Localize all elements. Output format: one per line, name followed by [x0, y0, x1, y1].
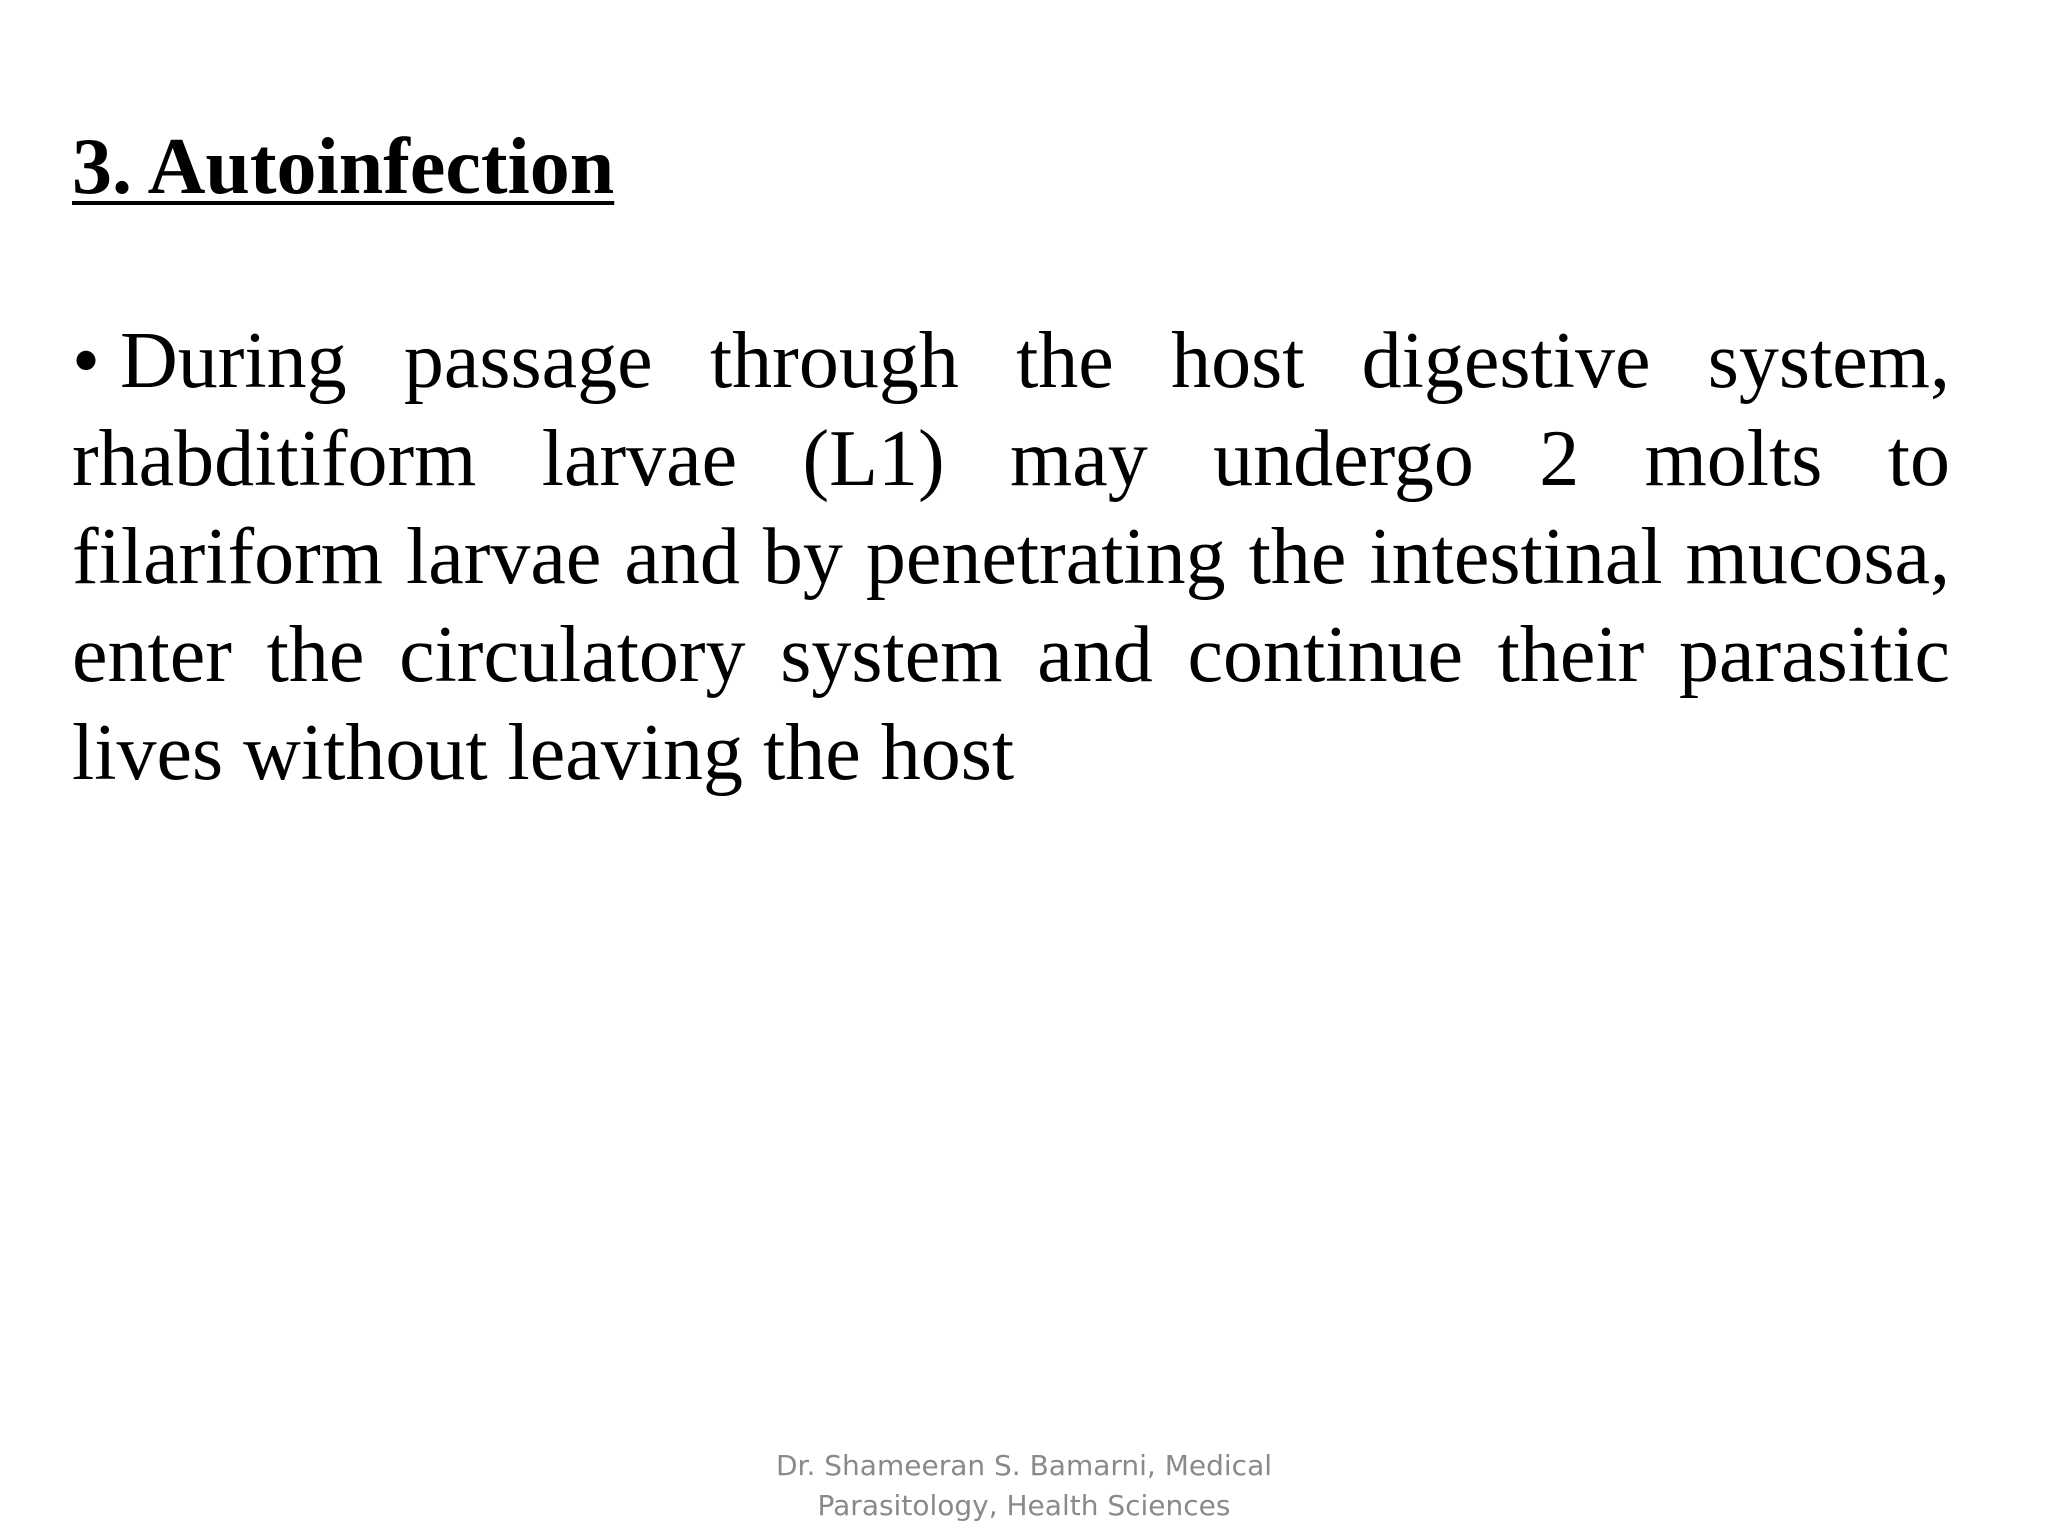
bullet-list: [72, 312, 1950, 802]
bullet-text: During passage through the host digestive system, rhabditiform larvae (L1) may undergo 2 molts to filariform larvae and by penetrating the intestinal mucosa, enter the circulatory system and continue their parasitic lives without leaving the host: [72, 317, 1950, 797]
bullet-icon: •: [72, 317, 101, 405]
slide-footer: [724, 1446, 1324, 1526]
bullet-item: [72, 312, 1950, 802]
footer-line-2: Parasitology, Health Sciences: [817, 1489, 1231, 1522]
footer-line-1: Dr. Shameeran S. Bamarni, Medical: [775, 1449, 1272, 1482]
slide-title: 3. Autoinfection: [72, 123, 615, 211]
